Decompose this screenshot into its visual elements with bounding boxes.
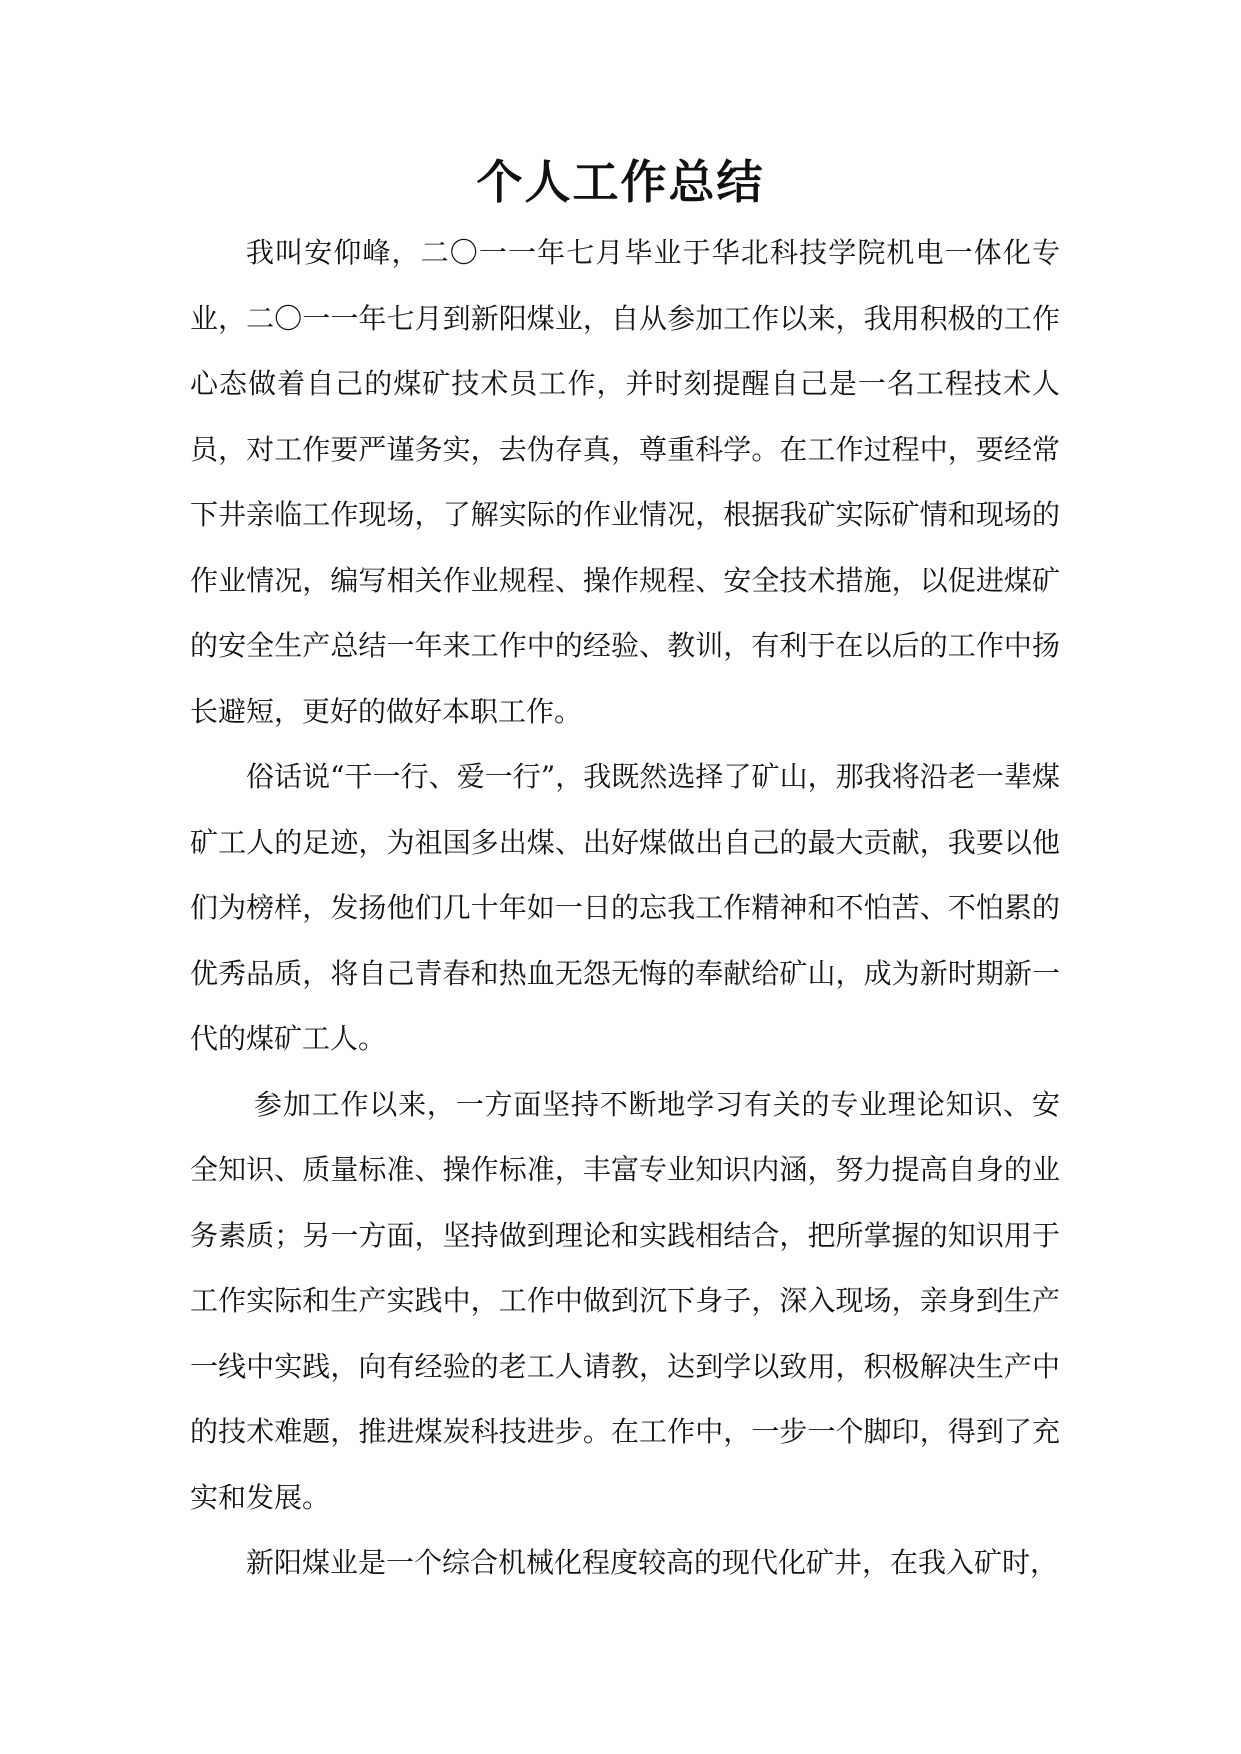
document-body <box>190 220 1060 1596</box>
paragraph-4: 新阳煤业是一个综合机械化程度较高的现代化矿井，在我入矿时， <box>246 1546 1059 1579</box>
paragraph-1: 我叫安仰峰，二〇一一年七月毕业于华北科技学院机电一体化专业，二〇一一年七月到新阳煤业，自从参加工作以来，我用积极的工作心态做着自己的煤矿技术员工作，并时刻提醒自己是一名工程技术人员，对工作要严谨务实，去伪存真，尊重科学。在工作过程中，要经常下井亲临工作现场，了解实际的作业情况，根据我矿实际矿情和现场的作业情况，编写相关作业规程、操作规程、安全技术措施，以促进煤矿的安全生产总结一年来工作中的经验、教训，有利于在以后的工作中扬长避短，更好的做好本职工作。 <box>190 236 1060 728</box>
paragraph-2: 俗话说“干一行、爱一行”，我既然选择了矿山，那我将沿老一辈煤矿工人的足迹，为祖国多出煤、出好煤做出自己的最大贡献，我要以他们为榜样，发扬他们几十年如一日的忘我工作精神和不怕苦、不怕累的优秀品质，将自己青春和热血无怨无悔的奉献给矿山，成为新时期新一代的煤矿工人。 <box>190 760 1060 1055</box>
paragraph-3: 参加工作以来，一方面坚持不断地学习有关的专业理论知识、安全知识、质量标准、操作标准，丰富专业知识内涵，努力提高自身的业务素质；另一方面，坚持做到理论和实践相结合，把所掌握的知识用于工作实际和生产实践中，工作中做到沉下身子，深入现场，亲身到生产一线中实践，向有经验的老工人请教，达到学以致用，积极解决生产中的技术难题，推进煤炭科技进步。在工作中，一步一个脚印，得到了充实和发展。 <box>190 1087 1060 1514</box>
document-title: 个人工作总结 <box>476 155 765 209</box>
